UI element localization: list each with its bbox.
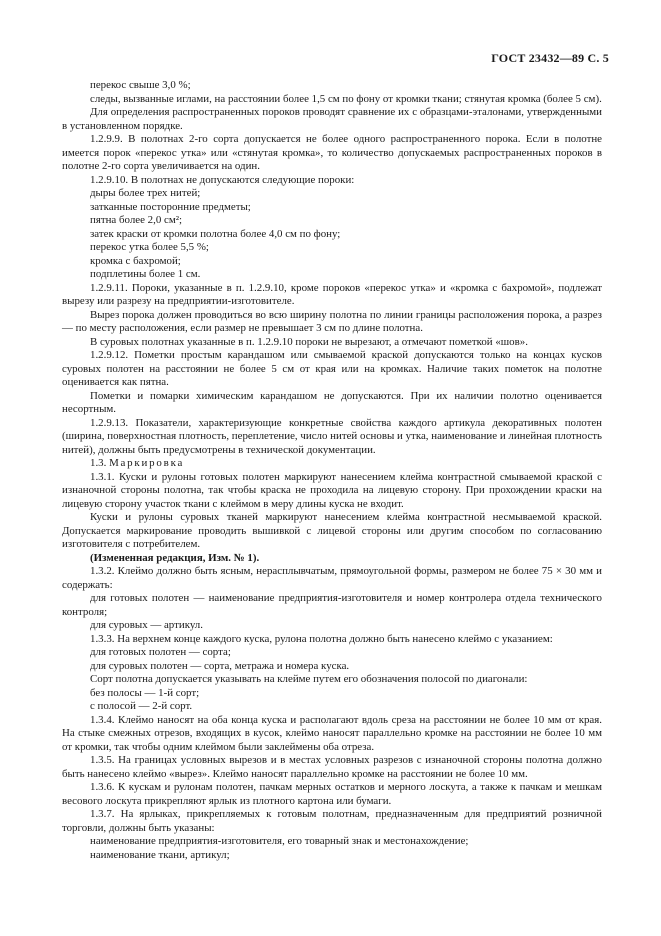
paragraph: 1.2.9.12. Пометки простым карандашом или смываемой краской допускаются только на концах кусков суровых полотен на расстоянии не более 5 см от края или на кромках. Наличие таких пометок на полотне оценивается как пятна. (62, 349, 602, 388)
paragraph: с полосой — 2-й сорт. (90, 700, 193, 712)
section-heading-word: Маркировка (109, 457, 185, 469)
page-header: ГОСТ 23432—89 С. 5 (491, 51, 609, 65)
paragraph: 1.3.6. К кускам и рулонам полотен, пачкам мерных остатков и мерного лоскута, а также к пачкам и мешкам весового лоскута прикрепляют ярлык из плотного картона или бумаги. (62, 781, 602, 807)
paragraph: Сорт полотна допускается указывать на клейме путем его обозначения полосой по диагонали: (90, 673, 528, 685)
paragraph: 1.3.5. На границах условных вырезов и в местах условных разрезов с изнаночной стороны полотна должно быть нанесено клеймо «вырез». Клеймо наносят параллельно кромке на расстоянии не более 10 мм. (62, 754, 602, 780)
paragraph: 1.3.7. На ярлыках, прикрепляемых к готовым полотнам, предназначенным для предприятий розничной торговли, должны быть указаны: (62, 808, 602, 834)
paragraph: для готовых полотен — сорта; (90, 646, 231, 658)
paragraph: наименование ткани, артикул; (90, 848, 230, 861)
paragraph: подплетины более 1 см. (90, 268, 201, 280)
paragraph: наименование предприятия-изготовителя, его товарный знак и местонахождение; (90, 835, 469, 847)
paragraph: Вырез порока должен проводиться во всю ширину полотна по линии границы расположения порока, а разрез — по месту расположения, если размер не превышает 3 см по длине полотна. (62, 308, 602, 334)
paragraph: 1.3.1. Куски и рулоны готовых полотен маркируют нанесением клейма контрастной смываемой краской с изнаночной стороны полотна, так чтобы краска не проходила на лицевую сторону. При прохождении краски на лицевую сторону участок ткани с клеймом в меру длины куска не входит. (62, 470, 602, 510)
paragraph: кромка с бахромой; (90, 254, 181, 267)
paragraph: (Измененная редакция, Изм. № 1). (90, 551, 260, 564)
paragraph: без полосы — 1-й сорт; (90, 686, 200, 699)
paragraph: следы, вызванные иглами, на расстоянии более 1,5 см по фону от кромки ткани; стянутая кромка (более 5 см). (90, 92, 602, 105)
paragraph: В суровых полотнах указанные в п. 1.2.9.10 пороки не вырезают, а отмечают пометкой «шов». (90, 335, 528, 348)
paragraph: 1.2.9.10. В полотнах не допускаются следующие пороки: (90, 173, 355, 186)
paragraph: 1.2.9.11. Пороки, указанные в п. 1.2.9.10, кроме пороков «перекос утка» и «кромка с бахромой», подлежат вырезу или разрезу на предприятии-изготовителе. (62, 281, 602, 307)
paragraph: для готовых полотен — наименование предприятия-изготовителя и номер контролера отдела технического контроля; (62, 592, 602, 618)
paragraph: затек краски от кромки полотна более 4,0 см по фону; (90, 227, 341, 240)
paragraph: 1.3.3. На верхнем конце каждого куска, рулона полотна должно быть нанесено клеймо с указанием: (90, 632, 553, 645)
paragraph: 1.2.9.9. В полотнах 2-го сорта допускается не более одного распространенного порока. Если в полотне имеется порок «перекос утка» или «стянутая кромка», то количество допускаемых распространенных пороков в полотне 2-го сорта увеличивается на один. (62, 133, 602, 172)
paragraph: перекос свыше 3,0 %; (90, 79, 191, 91)
document-body (62, 79, 602, 862)
paragraph: 1.3.4. Клеймо наносят на оба конца куска и располагают вдоль среза на расстоянии не более 10 мм от края. На стыке смежных отрезов, входящих в кусок, клеймо наносят параллельно кромке на расстоянии не более 10 мм от кромки, так чтобы одним клеймом были заклеймены оба отреза. (62, 713, 602, 753)
paragraph: для суровых полотен — сорта, метража и номера куска. (90, 659, 350, 672)
paragraph: перекос утка более 5,5 %; (90, 241, 209, 253)
section-heading: 1.3. Маркировка (90, 457, 185, 469)
paragraph: для суровых — артикул. (90, 619, 203, 631)
paragraph: затканные посторонние предметы; (90, 200, 251, 213)
paragraph: Куски и рулоны суровых тканей маркируют нанесением клейма контрастной несмываемой краской. Допускается маркирование проводить вышивкой с лицевой стороны или другим способом по согласованию изготовителя с потребителем. (62, 511, 602, 550)
paragraph: 1.2.9.13. Показатели, характеризующие конкретные свойства каждого артикула декоративных полотен (ширина, поверхностная плотность, переплетение, число нитей основы и утка, наименование и линейная плотность нитей), должны быть предусмотрены в технической документации. (62, 416, 602, 456)
paragraph: 1.3.2. Клеймо должно быть ясным, нерасплывчатым, прямоугольной формы, размером не более 75 × 30 мм и содержать: (62, 565, 602, 591)
paragraph: Пометки и помарки химическим карандашом не допускаются. При их наличии полотно оценивается несортным. (62, 389, 602, 415)
paragraph: Для определения распространенных пороков проводят сравнение их с образцами-эталонами, утвержденными в установленном порядке. (62, 106, 602, 132)
paragraph: дыры более трех нитей; (90, 187, 201, 199)
paragraph: пятна более 2,0 см²; (90, 214, 183, 226)
